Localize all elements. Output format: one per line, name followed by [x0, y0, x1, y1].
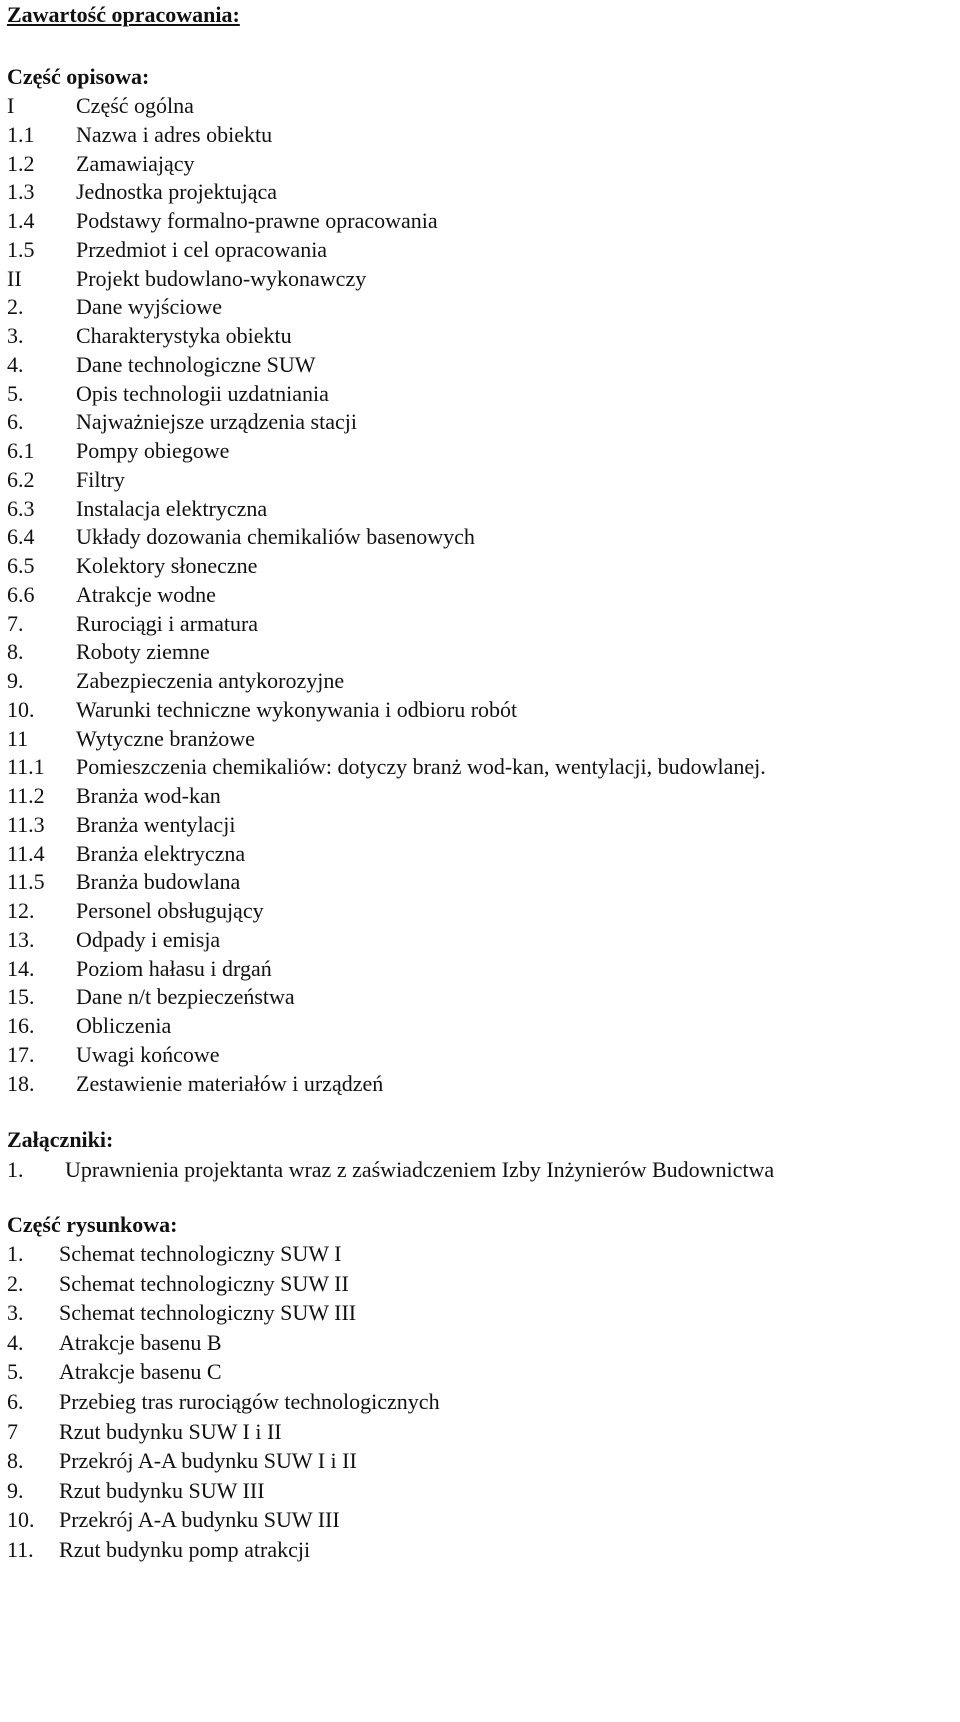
list-item-number: 11. [7, 1537, 34, 1562]
list-item-number: 11.1 [7, 754, 45, 780]
list-item-number: 4. [7, 351, 24, 377]
list-item-text: Układy dozowania chemikaliów basenowych [76, 524, 475, 550]
list-item-number: 7 [7, 1418, 18, 1444]
list-item-text: Branża wod-kan [76, 783, 221, 808]
list-item-number: 6.2 [7, 466, 35, 492]
list-item-number: 15. [7, 984, 35, 1010]
list-item-text: Pomieszczenia chemikaliów: dotyczy branż wod-kan, wentylacji, budowlanej. [76, 754, 766, 780]
list-item-text: Rurociągi i armatura [76, 610, 259, 636]
descriptive-heading: Część opisowa: [7, 64, 150, 89]
list-item-number: 1.4 [7, 208, 35, 233]
document-title: Zawartość opracowania: [7, 2, 240, 27]
list-item-text: Obliczenia [76, 1013, 172, 1038]
list-item-number: 1.5 [7, 236, 35, 262]
list-item-text: Filtry [76, 466, 125, 492]
list-item-number: 8. [7, 639, 24, 665]
list-item-text: Podstawy formalno-prawne opracowania [76, 208, 438, 233]
list-item-text: Dane wyjściowe [76, 294, 223, 320]
list-item-text: Uwagi końcowe [76, 1041, 220, 1067]
list-item-number: 2. [7, 1270, 24, 1296]
list-item-number: 6.3 [7, 495, 35, 521]
list-item-text: Charakterystyka obiektu [76, 323, 292, 348]
list-item-text: Wytyczne branżowe [76, 725, 255, 751]
list-item-text: Rzut budynku SUW I i II [59, 1418, 282, 1444]
list-item-text: Dane n/t bezpieczeństwa [76, 984, 295, 1010]
list-item-text: Jednostka projektująca [76, 179, 277, 205]
list-item-number: 9. [7, 1477, 24, 1503]
list-item-text: Poziom hałasu i drgań [76, 955, 272, 981]
list-item-number: 1. [7, 1157, 24, 1182]
list-item-number: 18. [7, 1070, 35, 1096]
list-item-number: 6.6 [7, 581, 35, 607]
list-item-text: Kolektory słoneczne [76, 553, 258, 578]
list-item-number: 1.1 [7, 121, 35, 147]
list-item-text: Przedmiot i cel opracowania [76, 236, 328, 262]
list-item-text: Część ogólna [76, 93, 194, 118]
list-item-text: Rzut budynku pomp atrakcji [59, 1537, 311, 1562]
list-item-number: 14. [7, 955, 35, 981]
list-item-text: Atrakcje wodne [76, 581, 216, 607]
list-item-number: II [7, 265, 22, 291]
list-item-text: Projekt budowlano-wykonawczy [76, 265, 367, 291]
list-item-text: Branża budowlana [76, 869, 241, 895]
list-item-number: 17. [7, 1041, 35, 1067]
list-item-number: 11.4 [7, 840, 45, 866]
list-item-text: Przekrój A-A budynku SUW III [59, 1507, 340, 1533]
list-item-number: 6.4 [7, 524, 35, 550]
list-item-number: 8. [7, 1448, 24, 1474]
list-item-text: Uprawnienia projektanta wraz z zaświadczeniem Izby Inżynierów Budownictwa [65, 1157, 775, 1182]
list-item-text: Zamawiający [76, 150, 195, 176]
list-item-number: 10. [7, 1507, 35, 1533]
list-item-number: 3. [7, 323, 24, 348]
list-item-number: 5. [7, 1359, 24, 1385]
list-item-number: 11.5 [7, 869, 45, 895]
list-item-number: 1.2 [7, 150, 35, 176]
list-item-text: Schemat technologiczny SUW II [59, 1270, 349, 1296]
list-item-text: Najważniejsze urządzenia stacji [76, 409, 357, 435]
attachments-heading: Załączniki: [7, 1127, 114, 1152]
list-item-number: 4. [7, 1329, 24, 1355]
list-item-number: 1.3 [7, 179, 35, 205]
list-item-number: 10. [7, 696, 35, 722]
list-item-number: 7. [7, 610, 24, 636]
list-item-text: Nazwa i adres obiektu [76, 121, 273, 147]
list-item-number: 6.1 [7, 438, 35, 463]
list-item-text: Odpady i emisja [76, 926, 221, 952]
list-item-text: Dane technologiczne SUW [76, 351, 316, 377]
list-item-number: I [7, 93, 15, 118]
list-item-text: Atrakcje basenu B [59, 1329, 222, 1355]
list-item-number: 11.2 [7, 783, 45, 808]
list-item-text: Opis technologii uzdatniania [76, 380, 329, 406]
list-item-text: Zabezpieczenia antykorozyjne [76, 668, 345, 693]
list-item-number: 1. [7, 1241, 24, 1266]
list-item-number: 12. [7, 898, 35, 923]
list-item-text: Przekrój A-A budynku SUW I i II [59, 1448, 357, 1474]
list-item-number: 6.5 [7, 553, 35, 578]
list-item-text: Pompy obiegowe [76, 438, 230, 463]
list-item-text: Warunki techniczne wykonywania i odbioru robót [76, 696, 518, 722]
list-item-text: Schemat technologiczny SUW I [59, 1241, 342, 1266]
list-item-text: Rzut budynku SUW III [59, 1477, 265, 1503]
list-item-number: 13. [7, 926, 35, 952]
list-item-text: Personel obsługujący [76, 898, 264, 923]
list-item-number: 2. [7, 294, 24, 320]
list-item-text: Schemat technologiczny SUW III [59, 1300, 357, 1326]
list-item-text: Branża wentylacji [76, 811, 236, 837]
list-item-text: Zestawienie materiałów i urządzeń [76, 1070, 384, 1096]
list-item-text: Przebieg tras rurociągów technologicznych [59, 1389, 440, 1414]
list-item-number: 11 [7, 725, 29, 751]
list-item-number: 16. [7, 1013, 35, 1038]
list-item-number: 11.3 [7, 811, 45, 837]
list-item-number: 6. [7, 1389, 24, 1414]
list-item-number: 5. [7, 380, 24, 406]
drawings-heading: Część rysunkowa: [7, 1212, 178, 1237]
list-item-text: Atrakcje basenu C [59, 1359, 222, 1385]
list-item-text: Roboty ziemne [76, 639, 210, 665]
list-item-text: Branża elektryczna [76, 840, 246, 866]
list-item-text: Instalacja elektryczna [76, 495, 268, 521]
list-item-number: 6. [7, 409, 24, 435]
list-item-number: 3. [7, 1300, 24, 1326]
list-item-number: 9. [7, 668, 24, 693]
